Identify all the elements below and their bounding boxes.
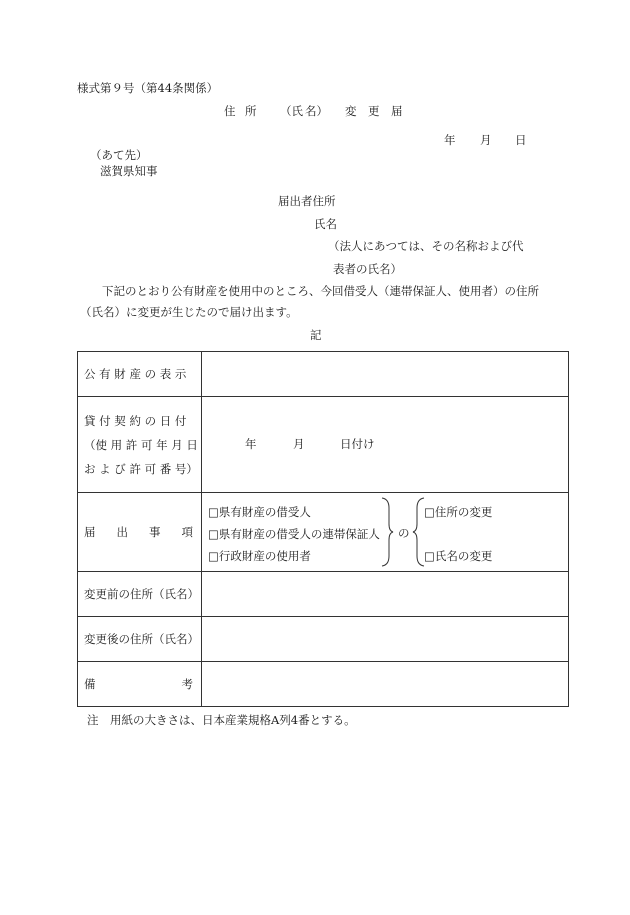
body-text-line1: 下記のとおり公有財産を使用中のところ、今回借受人（連帯保証人、使用者）の住所 <box>102 284 539 298</box>
option-address-change[interactable]: □住所の変更 <box>424 505 493 519</box>
notification-label-char: 出 <box>116 525 128 539</box>
row-before-address <box>78 572 569 617</box>
date-month: 月 <box>480 133 492 147</box>
contract-date-value[interactable] <box>202 397 569 493</box>
addressee-name: 滋賀県知事 <box>100 164 158 178</box>
notification-label-char: 項 <box>181 525 193 539</box>
right-brace-icon <box>380 496 394 568</box>
title-char: 変 <box>345 104 357 118</box>
title-char: 更 <box>368 104 380 118</box>
body-text-line2: （氏名）に変更が生じたので届け出ます。 <box>80 305 298 319</box>
title-char: 所 <box>245 104 257 118</box>
footnote: 注 用紙の大きさは、日本産業規格A列4番とする。 <box>87 713 356 727</box>
option-name-change[interactable]: □氏名の変更 <box>424 549 493 563</box>
remarks-label-char: 考 <box>181 677 193 691</box>
contract-month: 月 <box>293 437 305 451</box>
contract-date-suffix: 日付け <box>340 437 375 451</box>
row-contract-date <box>78 397 569 493</box>
applicant-address-label: 届出者住所 <box>278 194 336 208</box>
contract-year: 年 <box>245 437 257 451</box>
notification-label-char: 届 <box>84 525 96 539</box>
row-property-display <box>78 352 569 397</box>
option-guarantor[interactable]: □県有財産の借受人の連帯保証人 <box>208 527 380 541</box>
contract-date-label-line: お よ び 許 可 番 号） <box>84 461 198 476</box>
applicant-name-label: 氏名 <box>314 217 337 231</box>
title-char: （氏 <box>280 104 303 118</box>
applicant-note-line1: （法人にあつては、その名称および代 <box>328 239 524 253</box>
contract-date-label <box>78 397 202 493</box>
before-address-value[interactable] <box>202 572 569 617</box>
before-address-label: 変更前の住所（氏名） <box>78 572 202 617</box>
remarks-value[interactable] <box>202 662 569 707</box>
date-year: 年 <box>444 133 456 147</box>
property-display-value[interactable] <box>202 352 569 397</box>
notification-label-char: 事 <box>149 525 161 539</box>
option-user[interactable]: □行政財産の使用者 <box>208 549 311 563</box>
property-display-label: 公 有 財 産 の 表 示 <box>78 352 202 397</box>
row-notification-items <box>78 493 569 572</box>
addressee-prefix: （あて先） <box>90 148 148 162</box>
contract-date-label-line: （使 用 許 可 年 月 日 <box>84 437 198 452</box>
notification-items-label <box>78 493 202 572</box>
title-char: 届 <box>391 104 403 118</box>
option-borrower[interactable]: □県有財産の借受人 <box>208 505 311 519</box>
after-address-label: 変更後の住所（氏名） <box>78 617 202 662</box>
contract-date-label-line: 貸 付 契 約 の 日 付 <box>84 413 187 428</box>
form-table <box>77 351 569 707</box>
form-number: 様式第９号（第44条関係） <box>77 81 219 95</box>
ki-label: 記 <box>310 328 322 342</box>
connector-no: の <box>398 526 410 540</box>
remarks-label <box>78 662 202 707</box>
date-day: 日 <box>515 133 527 147</box>
title-char: 住 <box>224 104 236 118</box>
remarks-label-char: 備 <box>84 677 96 691</box>
applicant-note-line2: 表者の氏名） <box>333 262 402 276</box>
row-remarks <box>78 662 569 707</box>
after-address-value[interactable] <box>202 617 569 662</box>
notification-items-value <box>202 493 569 572</box>
row-after-address <box>78 617 569 662</box>
title-char: 名） <box>305 104 328 118</box>
